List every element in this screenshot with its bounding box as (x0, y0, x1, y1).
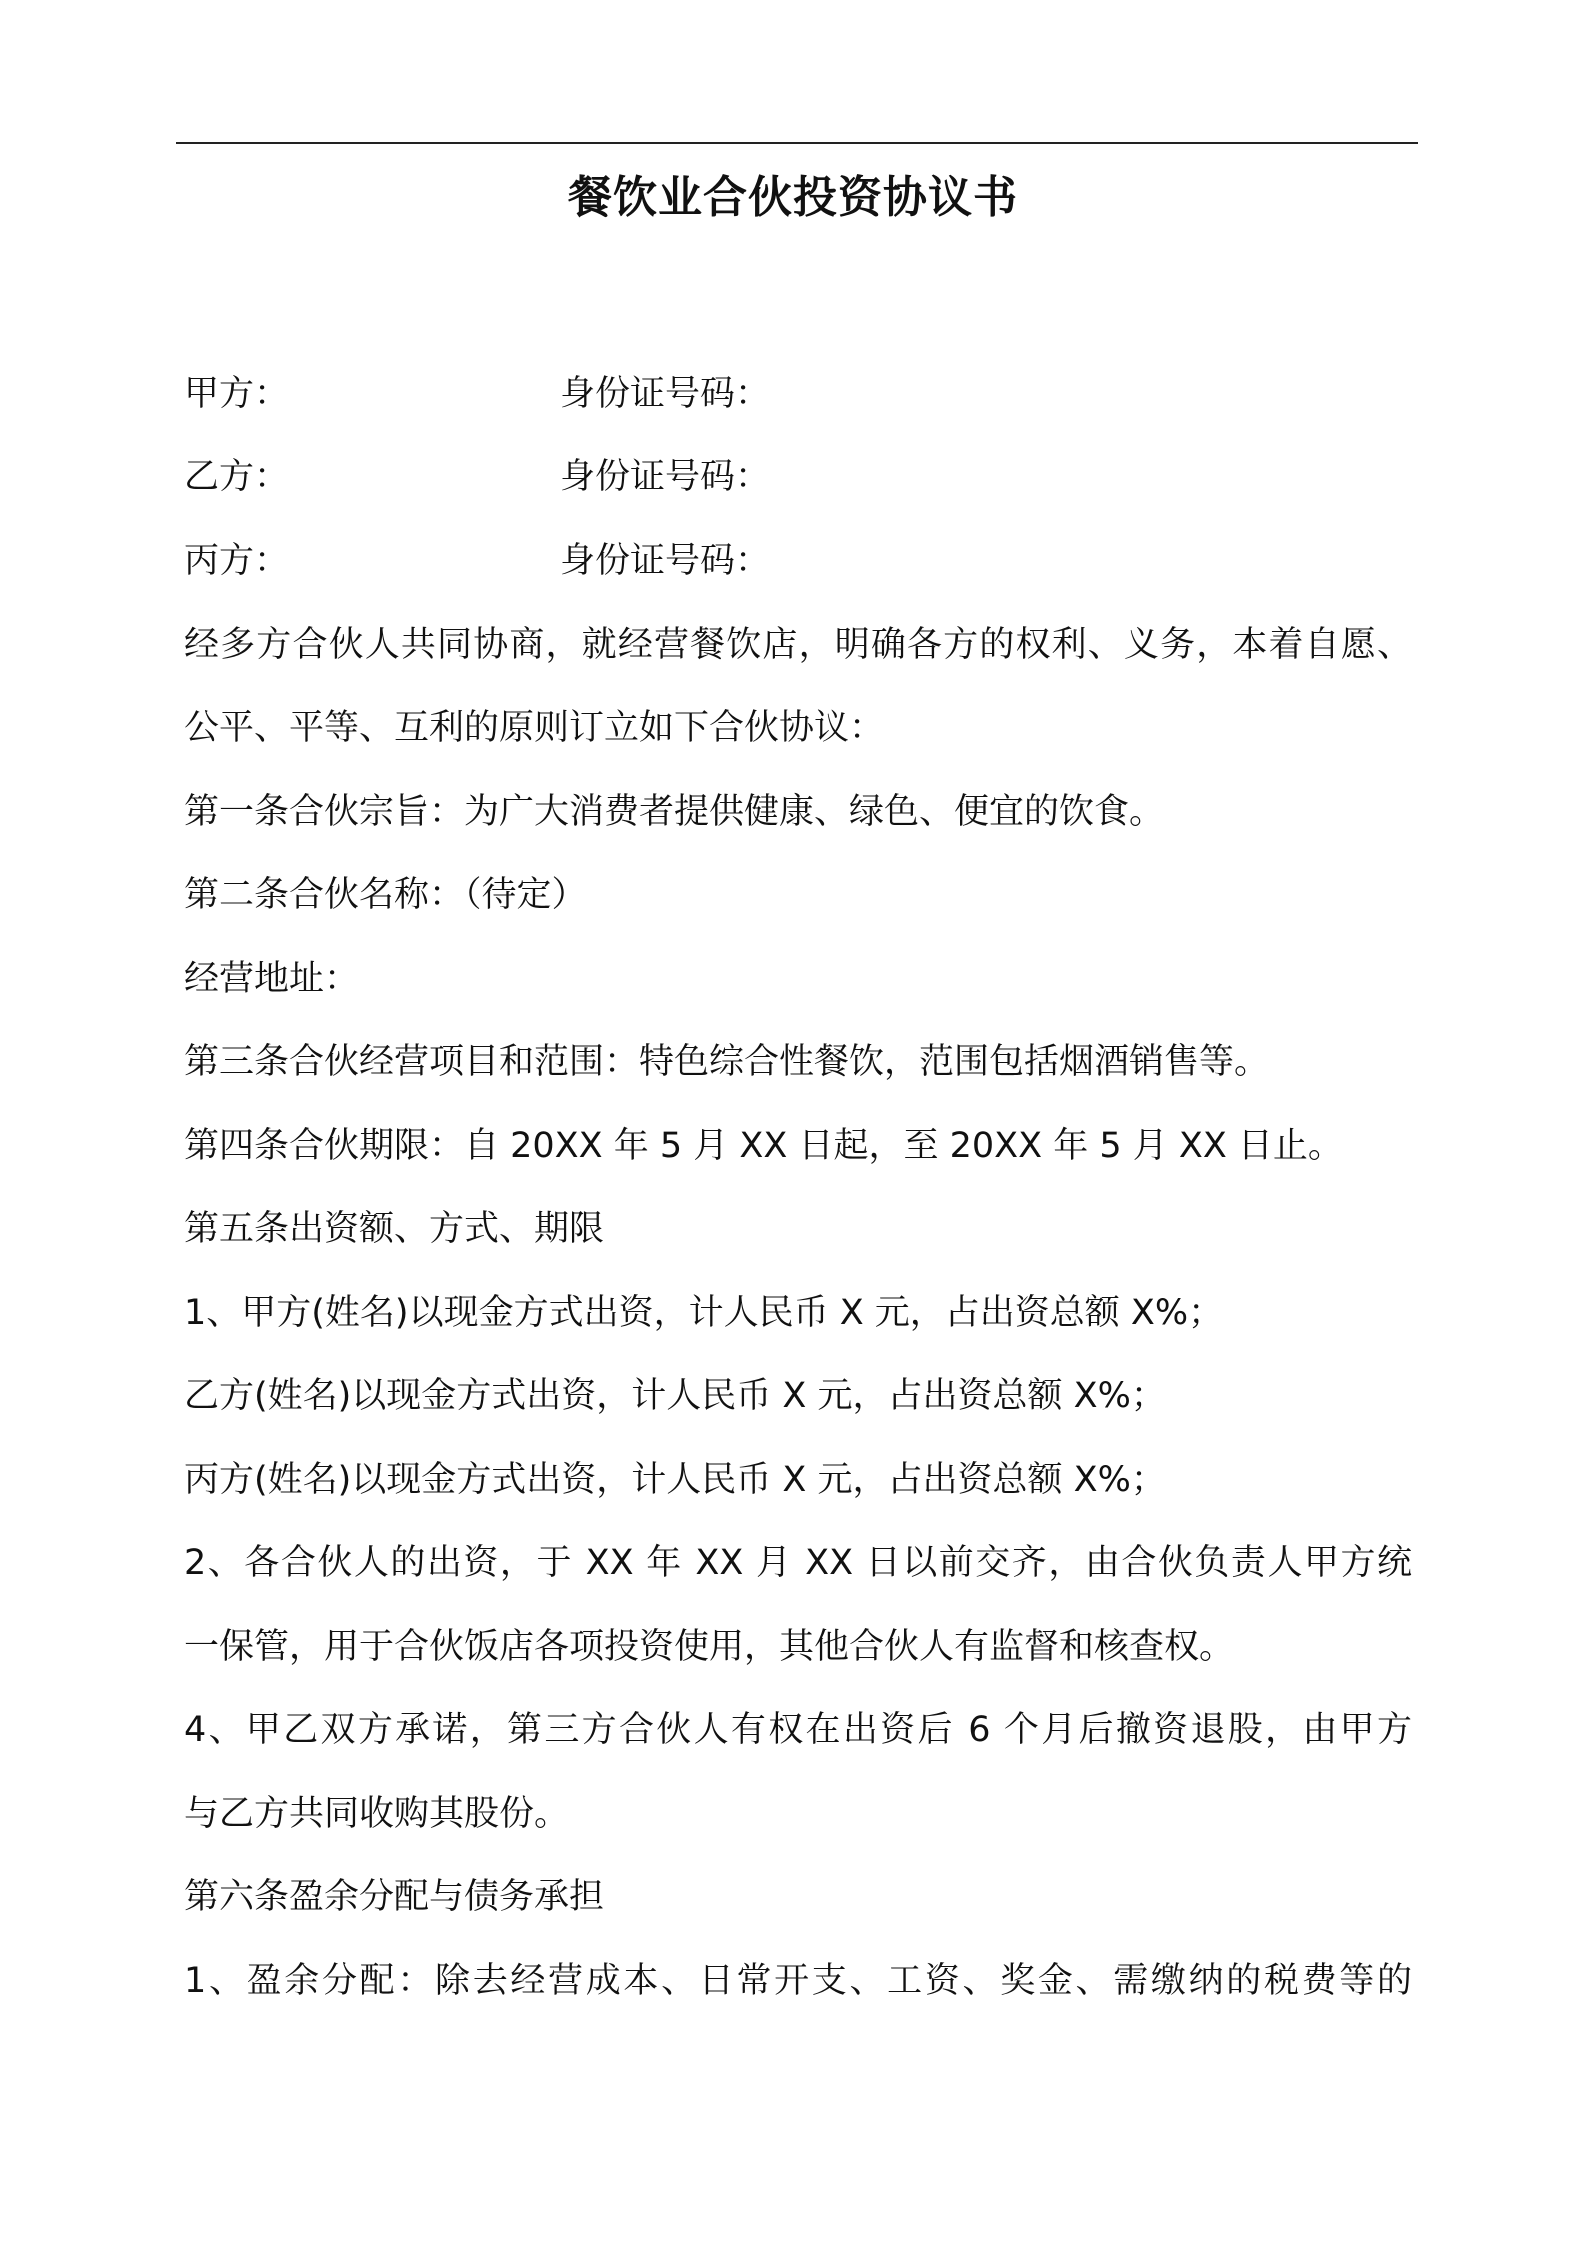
body-line: 与乙方共同收购其股份。 (184, 1794, 570, 1834)
article-2: 第二条合伙名称：（待定） (184, 875, 587, 915)
contribution-party-a: 1、甲方(姓名)以现金方式出资，计人民币 X 元，占出资总额 X%； (184, 1293, 1224, 1333)
party-a-id-label: 身份证号码： (560, 374, 771, 414)
body-line: 公平、平等、互利的原则订立如下合伙协议： (184, 708, 885, 748)
contribution-party-c: 丙方(姓名)以现金方式出资，计人民币 X 元，占出资总额 X%； (184, 1460, 1166, 1500)
document-title: 餐饮业合伙投资协议书 (568, 172, 1018, 223)
article-6: 第六条盈余分配与债务承担 (184, 1877, 605, 1917)
article-4: 第四条合伙期限：自 20XX 年 5 月 XX 日起，至 20XX 年 5 月 XX 日止。 (184, 1126, 1343, 1166)
body-line-text: 经多方合伙人共同协商，就经营餐饮店，明确各方的权利、义务，本着自愿、 (184, 625, 1412, 665)
party-a-label: 甲方： (184, 374, 290, 414)
party-b-label: 乙方： (184, 457, 290, 497)
party-b-id-label: 身份证号码： (560, 457, 771, 497)
business-address: 经营地址： (184, 959, 360, 999)
article-1: 第一条合伙宗旨：为广大消费者提供健康、绿色、便宜的饮食。 (184, 792, 1165, 832)
body-line (184, 1960, 1412, 2002)
body-line: 一保管，用于合伙饭店各项投资使用，其他合伙人有监督和核查权。 (184, 1627, 1235, 1667)
article-3: 第三条合伙经营项目和范围：特色综合性餐饮，范围包括烟酒销售等。 (184, 1042, 1270, 1082)
body-line (184, 1709, 1412, 1751)
header-rule (176, 142, 1418, 144)
contribution-party-b: 乙方(姓名)以现金方式出资，计人民币 X 元，占出资总额 X%； (184, 1376, 1166, 1416)
body-line-text: 4、甲乙双方承诺，第三方合伙人有权在出资后 6 个月后撤资退股，由甲方 (184, 1710, 1412, 1750)
party-c-label: 丙方： (184, 541, 290, 581)
body-line-text: 1、盈余分配：除去经营成本、日常开支、工资、奖金、需缴纳的税费等的 (184, 1961, 1412, 2001)
body-line (184, 1542, 1412, 1584)
party-c-id-label: 身份证号码： (560, 541, 771, 581)
body-line-text: 2、各合伙人的出资，于 XX 年 XX 月 XX 日以前交齐，由合伙负责人甲方统 (184, 1543, 1412, 1583)
body-line (184, 624, 1412, 666)
article-5: 第五条出资额、方式、期限 (184, 1209, 605, 1249)
